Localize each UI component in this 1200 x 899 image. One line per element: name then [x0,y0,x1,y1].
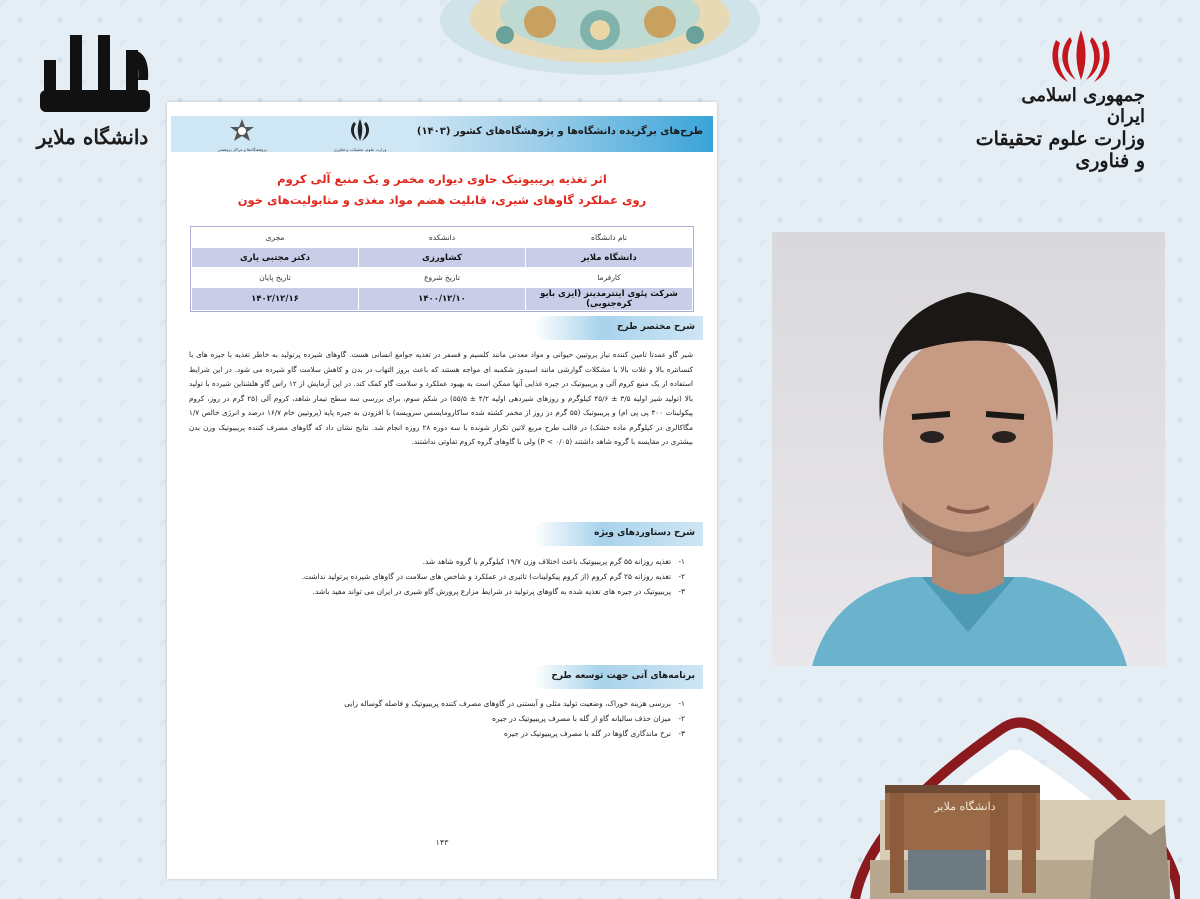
summary-heading [533,316,703,340]
table-cell: ۱۴۰۲/۱۲/۱۶ [192,288,359,311]
university-name: دانشگاه ملایر [36,125,149,149]
ministry-line-1: جمهوری اسلامی ایران [1021,85,1145,127]
campus-sign-text: دانشگاه ملایر [934,800,996,813]
researcher-photo [772,232,1165,666]
table-cell: کشاورزی [359,248,526,268]
achievements-list [189,554,693,599]
portrait-illustration [772,232,1165,666]
table-cell: دکتر مجتبی یاری [192,248,359,268]
table-cell: ۱۴۰۰/۱۲/۱۰ [359,288,526,311]
list-item: ۱-تغذیه روزانه ۵۵ گرم پریبیوتیک باعث اختلاف وزن ۱۹/۷ کیلوگرم با گروه شاهد شد. [422,557,685,566]
project-title-line-1: اثر تغذیه پریبیوتیک حاوی دیواره مخمر و یک منبع آلی کروم [277,172,607,186]
table-cell: شرکت پئوی اینترمدینز (ایزی بایو کره‌جنوبی) [526,288,693,311]
ornament-decoration [430,0,770,78]
future-plans-list [189,696,693,741]
project-title-line-2: روی عملکرد گاوهای شیری، قابلیت هضم مواد مغذی و متابولیت‌های خون [237,193,647,207]
summary-heading-text: شرح مختصر طرح [617,322,695,332]
ministry-caption: وزارت علوم، تحقیقات و فناوری [333,147,387,152]
table-cell: تاریخ پایان [192,268,359,288]
ministry-emblem-icon [345,118,375,142]
list-item: ۲-تغذیه روزانه ۲۵ گرم کروم (از کروم پیکولینات) تاثیری در عملکرد و شاخص های سلامت در گاوهای شیرده پرتولید نداشت. [301,572,685,581]
list-item: ۱-بررسی هزینه خوراک، وضعیت تولید مثلی و آبستنی در گاوهای مصرف کننده پریبیوتیک و فاصله گوساله زایی [344,699,685,708]
page-number: ۱۴۳ [435,838,449,847]
list-item: ۲-میزان حذف سالیانه گاو از گله با مصرف پریبیوتیک در جیره [492,714,685,723]
ministry-line-2: وزارت علوم تحقیقات و فناوری [975,128,1145,172]
table-cell: دانشگاه ملایر [526,248,693,268]
table-cell: کارفرما [526,268,693,288]
achievements-heading-text: شرح دستاوردهای ویژه [594,528,695,538]
project-document [167,102,717,879]
achievements-heading [533,522,703,546]
future-plans-heading-text: برنامه‌های آتی جهت توسعه طرح [551,671,695,681]
table-cell: تاریخ شروع [359,268,526,288]
summary-text: شیر گاو عمدتا تامین کننده نیاز پروتیین حیوانی و مواد معدنی مانند کلسیم و فسفر در تغذیه جوامع انسانی هست. گاوهای شیرده پرتولید به خاطر تغذیه با جیره های با کنسانتره بالا و غلات بالا با مشکلات گوارشی مانند اسیدوز شکمبه ای مواجه هستند که باعث بروز التهاب در بدن و کاهش سلامت گاو شیرده می شود. در این شرایط استفاده از یک منبع کروم آلی و پریبیوتیک در جیره غذایی آنها ممکن است به بهبود عملکرد و سلامت گاو کمک کند. در این آزمایش از ۱۲ راس گاو هلشتاین شیرده با تولید بالا (تولید شیر اولیه ۳/۵ ± ۴۵/۶ کیلوگرم و روزهای شیردهی اولیه ۴/۲ ± ۵۵/۵) در شکم سوم، برای بررسی سه سطح تیمار شاهد، کروم آلی (۲۵ گرم در روز، کروم پیکولینات ۴۰۰ پی پی ام) و پریبیوتیک (۵۵ گرم در روز از مخمر کشته شده ساکارومایسس سرویسه) با افزودن به جیره پایه (پروتیین خام ۱۶/۷ درصد و انرژی خالص ۱/۷ مگاکالری در کیلوگرم ماده خشک) در قالب طرح مربع لاتین تکرار شونده با سه دوره ۲۸ روزه انجام شد. نتایج نشان داد که گاوهای مصرف کننده پریبیوتیک وزن بدن بیشتری در مقایسه با گروه شاهد داشتند (۰/۰۵ > P) ولی با گاوهای گروه کروم تفاوتی نداشتند. [189,350,694,446]
iran-emblem-icon [1048,25,1114,85]
table-cell: دانشکده [359,228,526,248]
document-header-title: طرح‌های برگزیده دانشگاه‌ها و پژوهشگاه‌های کشور (۱۴۰۳) [416,126,703,137]
campus-entrance-image [850,700,1180,899]
research-caption: پژوهشگاه‌ها و مراکز پژوهشی [217,147,267,152]
project-info-table [191,227,693,311]
list-item: ۳-نرخ ماندگاری گاوها در گله با مصرف پریبیوتیک در جیره [504,729,685,738]
list-item: ۳-پریبیوتیک در جیره های تغذیه شده به گاوهای پرتولید در شرایط مزارع پرورش گاو شیری در ایران می تواند مفید باشد. [312,587,685,596]
table-cell: نام دانشگاه [526,228,693,248]
research-star-icon [229,118,255,144]
future-plans-heading [533,665,703,689]
table-cell: مجری [192,228,359,248]
